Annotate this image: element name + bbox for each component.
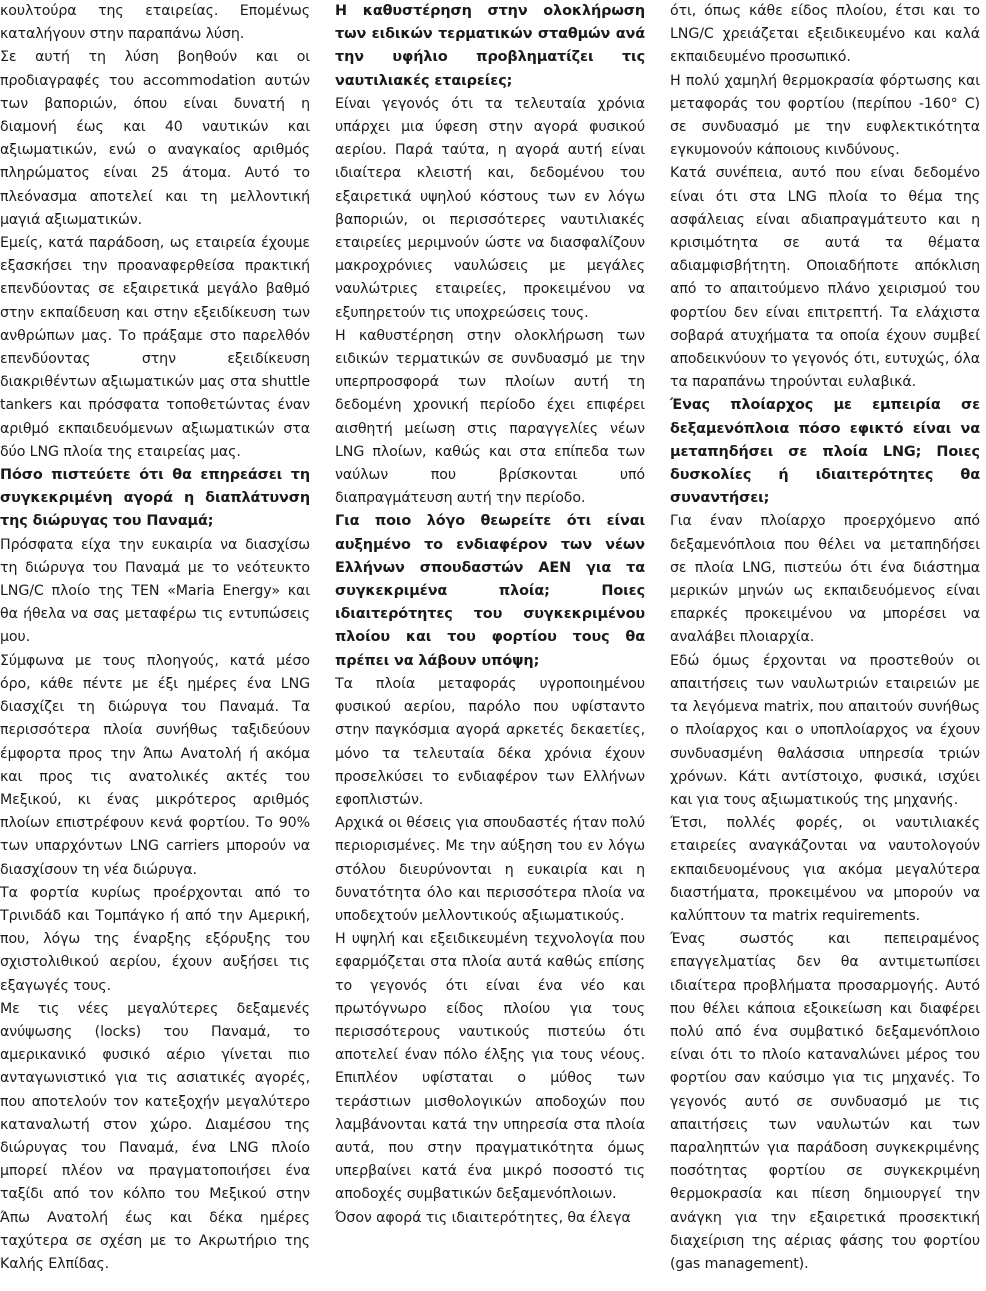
paragraph: Όσον αφορά τις ιδιαιτερότητες, θα έλεγα (335, 1209, 631, 1226)
paragraph: Τα φορτία κυρίως προέρχονται από το Τρινιδάδ και Τομπάγκο ή από την Αμερική, που, λόγω της έναρξης εξόρυξης του σχιστολιθικού αερίου, έχουν αυξήσει τις εξαγωγές τους. (0, 884, 310, 994)
paragraph: ότι, όπως κάθε είδος πλοίου, έτσι και το LNG/C χρειάζεται εξειδικευμένο και καλά εκπαιδευμένο προσωπικό. (670, 3, 980, 66)
paragraph: Είναι γεγονός ότι τα τελευταία χρόνια υπάρχει μια ύφεση στην αγορά φυσικού αερίου. Παρά ταύτα, η αγορά αυτή είναι ιδιαίτερα κλειστή και, δεδομένου του εξαιρετικά υψηλού κόστους των εν λόγω βαποριών, οι περισσότερες ναυτιλιακές εταιρείες μεριμνούν ώστε να διασφαλίζουν μακροχρόνιες ναυλώσεις με μεγάλες ναυλώτριες εταιρείες, προκειμένου να εξυπηρετούν τις υποχρεώσεις τους. (335, 95, 645, 321)
article-column-3 (670, 0, 980, 1291)
paragraph: Σε αυτή τη λύση βοηθούν και οι προδιαγραφές του accommodation αυτών των βαποριών, όπου είναι δυνατή η διαμονή έως και 40 ναυτικών και αξιωματικών, ενώ ο αναγκαίος αριθμός πληρώματος είναι 25 άτομα. Αυτό το πλεόνασμα αποτελεί και τη μελλοντική μαγιά αξιωματικών. (0, 49, 310, 228)
article-column-2 (335, 0, 645, 1291)
interview-question: Πόσο πιστεύετε ότι θα επηρεάσει τη συγκεκριμένη αγορά η διαπλάτυνση της διώρυγας του Παναμά; (0, 467, 310, 530)
paragraph: Εδώ όμως έρχονται να προστεθούν οι απαιτήσεις των ναυλωτριών εταιρειών με τα λεγόμενα matrix, που απαιτούν συνήθως ο πλοίαρχος και ο υποπλοίαρχος να έχουν συνδυασμένη θαλάσσια υπηρεσία τριών χρόνων. Κάτι αντίστοιχο, φυσικά, ισχύει και για τους αξιωματικούς της μηχανής. (670, 652, 980, 808)
paragraph: Εμείς, κατά παράδοση, ως εταιρεία έχουμε εξασκήσει την προαναφερθείσα πρακτική επενδύοντας σε εξαιρετικά μεγάλο βαθμό στην εκπαίδευση και στην εξειδίκευση των ανθρώπων μας. Το πράξαμε στο παρελθόν επενδύοντας στην εξειδίκευση διακριθέντων αξιωματικών μας στα shuttle tankers και πρόσφατα τοποθετώντας έναν αριθμό εκπαιδευόμενων αξιωματικών στα δύο LNG πλοία της εταιρείας μας. (0, 235, 310, 460)
paragraph: Σύμφωνα με τους πλοηγούς, κατά μέσο όρο, κάθε πέντε με έξι ημέρες ένα LNG διασχίζει τη διώρυγα του Παναμά. Τα περισσότερα πλοία συνήθως ταξιδεύουν έμφορτα προς την Άπω Ανατολή ή ακόμα και προς τις ανατολικές ακτές του Μεξικού, κι ένας μικρότερος αριθμός πλοίων επιστρέφουν κενά φορτίου. Το 90% των υπαρχόντων LNG carriers μπορούν να διασχίσουν τη νέα διώρυγα. (0, 652, 310, 878)
paragraph: Ένας σωστός και πεπειραμένος επαγγελματίας δεν θα αντιμετωπίσει ιδιαίτερα προβλήματα προσαρμογής. Αυτό που θέλει κάποια εξοικείωση και διαφέρει πολύ από ένα συμβατικό δεξαμενόπλοιο είναι ότι το πλοίο καταναλώνει μέρος του φορτίου σαν καύσιμο για τις μηχανές. Το γεγονός αυτό σε συνδυασμό με τις απαιτήσεις των ναυλωτών και των παραληπτών για παράδοση συγκεκριμένης ποσότητας φορτίου σε συγκεκριμένη θερμοκρασία και πίεση δημιουργεί την ανάγκη για την εξαιρετικά προσεκτική διαχείριση της αέριας φάσης του φορτίου (gas management). (670, 931, 980, 1272)
paragraph: Κατά συνέπεια, αυτό που είναι δεδομένο είναι ότι στα LNG πλοία το θέμα της ασφάλειας είναι αδιαπραγμάτευτο και η κρισιμότητα σε αυτά τα θέματα αδιαμφισβήτητη. Οποιαδήποτε απόκλιση από το απαιτούμενο πλάνο χειρισμού του φορτίου δεν είναι επιτρεπτή. Τα ελάχιστα σοβαρά ατυχήματα τα οποία έχουν συμβεί αποδεικνύουν το γεγονός ότι, ευτυχώς, όλα τα παραπάνω τηρούνται ευλαβικά. (670, 165, 980, 391)
paragraph: Πρόσφατα είχα την ευκαιρία να διασχίσω τη διώρυγα του Παναμά με το νεότευκτο LNG/C πλοίο της TEN «Maria Energy» και θα ήθελα να σας μεταφέρω τις εντυπώσεις μου. (0, 536, 310, 646)
interview-question: Για ποιο λόγο θεωρείτε ότι είναι αυξημένο το ενδιαφέρον των νέων Ελλήνων σπουδαστών ΑΕΝ για τα συγκεκριμένα πλοία; Ποιες ιδιαιτερότητες του συγκεκριμένου πλοίου και του φορτίου τους θα πρέπει να λάβουν υπόψη; (335, 513, 645, 669)
paragraph: Η υψηλή και εξειδικευμένη τεχνολογία που εφαρμόζεται στα πλοία αυτά καθώς επίσης το γεγονός ότι είναι ένα νέο και πρωτόγνωρο είδος πλοίου για τους περισσότερους ναυτικούς πιστεύω ότι αποτελεί έναν πόλο έλξης για τους νέους. Επιπλέον υφίσταται ο μύθος των τεράστιων μισθολογικών αποδοχών που λαμβάνονται κατά την υπηρεσία στα πλοία αυτά, που στην πραγματικότητα όμως υπερβαίνει κατά ένα μικρό ποσοστό τις αποδοχές συμβατικών δεξαμενόπλοιων. (335, 931, 645, 1203)
paragraph: κουλτούρα της εταιρείας. Επομένως καταλήγουν στην παραπάνω λύση. (0, 3, 310, 43)
paragraph: Για έναν πλοίαρχο προερχόμενο από δεξαμενόπλοια που θέλει να μεταπηδήσει σε πλοία LNG, πιστεύω ότι ένα διάστημα μερικών μηνών ως εκπαιδευόμενος είναι επαρκές προκειμένου να μπορέσει να αναλάβει πλοιαρχία. (670, 513, 980, 646)
interview-question: Ένας πλοίαρχος με εμπειρία σε δεξαμενόπλοια πόσο εφικτό είναι να μεταπηδήσει σε πλοία LNG; Ποιες δυσκολίες ή ιδιαιτερότητες θα συναντήσει; (670, 397, 980, 507)
paragraph: Η καθυστέρηση στην ολοκλήρωση των ειδικών τερματικών σε συνδυασμό με την υπερπροσφορά των πλοίων αυτή τη δεδομένη χρονική περίοδο έχει επιφέρει αισθητή μείωση στις παραγγελίες νέων LNG πλοίων, καθώς και στα επίπεδα των ναύλων που βρίσκονται υπό διαπραγμάτευση αυτή την περίοδο. (335, 327, 645, 507)
paragraph: Με τις νέες μεγαλύτερες δεξαμενές ανύψωσης (locks) του Παναμά, το αμερικανικό φυσικό αέριο γίνεται πιο ανταγωνιστικό για τις ασιατικές αγορές, που αποτελούν τον κατεξοχήν μεγαλύτερο καταναλωτή στον χώρο. Διαμέσου της διώρυγας του Παναμά, ένα LNG πλοίο μπορεί πλέον να πραγματοποιήσει ένα ταξίδι από τον κόλπο του Μεξικού στην Άπω Ανατολή έως και δέκα ημέρες ταχύτερα σε σχέση με το Ακρωτήριο της Καλής Ελπίδας. (0, 1000, 310, 1272)
paragraph: Έτσι, πολλές φορές, οι ναυτιλιακές εταιρείες αναγκάζονται να ναυτολογούν εκπαιδευομένους για ακόμα μεγαλύτερα διαστήματα, προκειμένου να μπορούν να καλύπτουν τα matrix requirements. (670, 815, 980, 924)
paragraph: Αρχικά οι θέσεις για σπουδαστές ήταν πολύ περιορισμένες. Με την αύξηση του εν λόγω στόλου διευρύνονται η ευκαιρία και η δυνατότητα όλο και περισσότερα πλοία να υποδεχτούν μελλοντικούς αξιωματικούς. (335, 815, 645, 924)
article-column-1 (0, 0, 310, 1291)
interview-question: Η καθυστέρηση στην ολοκλήρωση των ειδικών τερματικών σταθμών ανά την υφήλιο προβληματίζει τις ναυτιλιακές εταιρείες; (335, 3, 645, 89)
paragraph: Η πολύ χαμηλή θερμοκρασία φόρτωσης και μεταφοράς του φορτίου (περίπου -160° C) σε συνδυασμό με την ευφλεκτικότητα εγκυμονούν κάποιους κινδύνους. (670, 72, 980, 159)
paragraph: Τα πλοία μεταφοράς υγροποιημένου φυσικού αερίου, παρόλο που υφίσταντο στην παγκόσμια αγορά αρκετές δεκαετίες, μόνο τα τελευταία δέκα χρόνια έχουν προσελκύσει το ενδιαφέρον των Ελλήνων εφοπλιστών. (335, 675, 645, 808)
